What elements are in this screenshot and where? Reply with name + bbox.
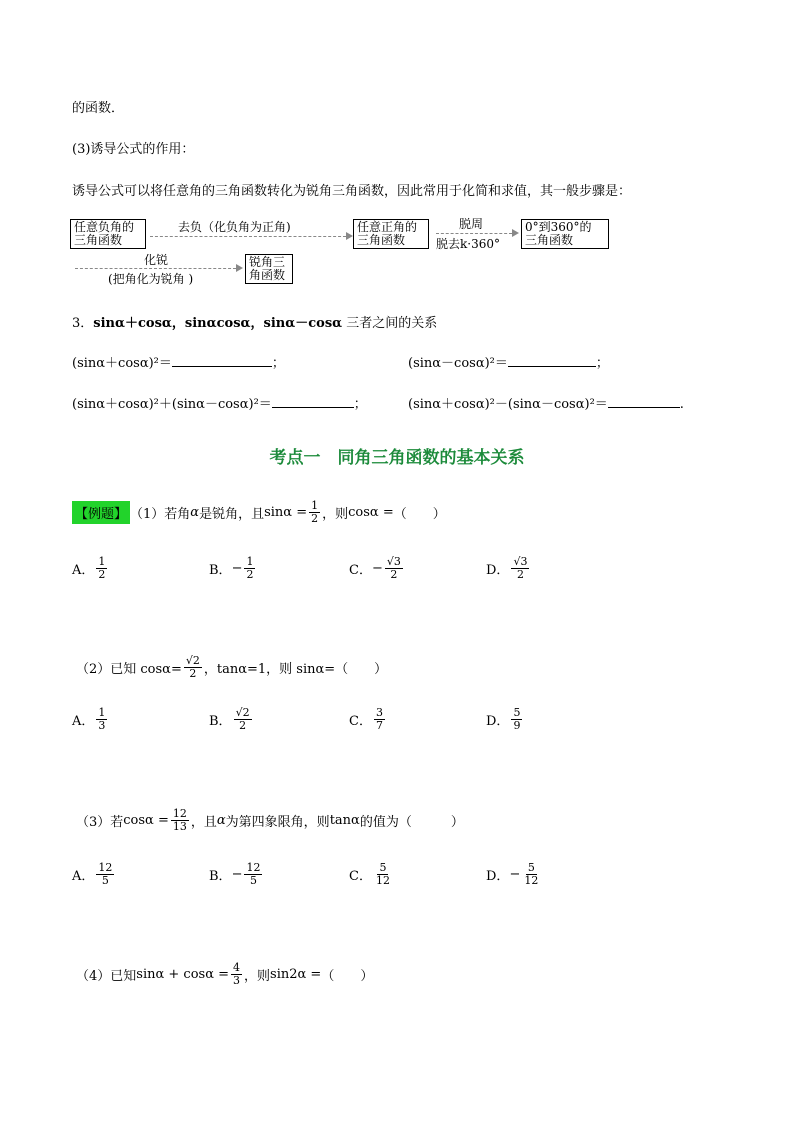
q3-mid2: 为第四象限角，则 — [225, 815, 330, 830]
equation-3-end: ； — [353, 397, 367, 412]
question-2 — [76, 655, 387, 680]
option-numerator: √2 — [235, 706, 250, 719]
flow-box-4 — [245, 254, 293, 284]
flow-arrow-3-bottom: (把角化为锐角 ) — [108, 272, 194, 286]
q4-expr: sinα + cosα = — [136, 967, 230, 982]
equation-1-expr: (sinα＋cosα)²＝ — [72, 356, 172, 371]
question-1 — [72, 500, 446, 525]
option-sign: − — [231, 867, 243, 882]
q4-mid: ，则 — [244, 969, 271, 984]
q2-option-c[interactable] — [349, 707, 387, 732]
option-fraction — [96, 707, 107, 732]
equation-4-end: . — [679, 397, 684, 412]
option-sign: − — [231, 561, 243, 576]
q4-frac-den: 3 — [233, 974, 241, 987]
q2-frac-num: √2 — [185, 654, 200, 667]
q3-option-a[interactable] — [72, 862, 116, 887]
equation-1-end: ； — [271, 356, 285, 371]
option-label: C． — [349, 563, 372, 578]
q2-option-b[interactable] — [209, 707, 254, 732]
q1-alpha: α — [190, 505, 200, 520]
option-label: A． — [72, 563, 95, 578]
q1-cos: cosα = — [348, 505, 394, 520]
option-label: B． — [209, 714, 232, 729]
q2-fraction — [184, 655, 202, 680]
option-label: C． — [349, 869, 372, 884]
option-fraction — [244, 556, 255, 581]
q3-option-c[interactable] — [349, 862, 394, 887]
equation-4 — [408, 393, 684, 412]
flow-box-2-line-1: 任意正角的 — [357, 220, 418, 234]
flow-arrow-2-bottom: 脱去k·360° — [436, 237, 500, 251]
q2-option-d[interactable] — [486, 707, 524, 732]
option-sign: − — [371, 561, 383, 576]
q3-fraction — [171, 808, 189, 833]
option-numerator: 3 — [375, 706, 383, 719]
option-denominator: 5 — [101, 874, 109, 887]
option-numerator: √3 — [386, 555, 401, 568]
equation-1-blank[interactable] — [172, 354, 272, 367]
flow-box-3 — [521, 219, 609, 249]
option-fraction — [511, 707, 522, 732]
q4-answer-paren: （ ） — [321, 969, 374, 984]
q2-prefix: （2）已知 cosα= — [76, 662, 182, 677]
flow-arrow-2-head — [512, 229, 519, 237]
q2-mid: ，tanα=1，则 sinα=（ ） — [203, 662, 388, 677]
option-label: B． — [209, 563, 232, 578]
flow-arrow-2 — [436, 233, 512, 234]
question-3 — [76, 808, 464, 833]
q4-frac-num: 4 — [233, 961, 241, 974]
option-denominator: 3 — [98, 719, 106, 732]
option-fraction — [244, 862, 262, 887]
option-label: D． — [486, 563, 510, 578]
option-numerator: 5 — [527, 861, 535, 874]
q1-prefix: （1）若角 — [130, 507, 191, 522]
flow-box-1-line-1: 任意负角的 — [74, 220, 135, 234]
equation-4-blank[interactable] — [608, 395, 680, 408]
q3-option-d[interactable] — [486, 862, 542, 887]
flow-arrow-1-label: 去负（化负角为正角) — [178, 220, 291, 234]
flow-arrow-1-head — [346, 232, 353, 240]
flow-box-2 — [353, 219, 429, 249]
q1-mid: 是锐角，且 — [199, 507, 265, 522]
q3-end: 的值为（ ） — [359, 815, 464, 830]
section-title: 考点一 同角三角函数的基本关系 — [269, 448, 525, 468]
flow-box-1 — [70, 219, 146, 249]
q3-frac-den: 13 — [172, 820, 187, 833]
option-fraction — [385, 556, 403, 581]
section-3-expressions: sinα＋cosα，sinαcosα，sinα－cosα — [93, 316, 343, 331]
q1-frac-num: 1 — [311, 499, 319, 512]
flow-box-3-line-1: 0°到360°的 — [525, 220, 592, 234]
option-label: A． — [72, 714, 95, 729]
equation-3 — [72, 393, 367, 412]
option-label: B． — [209, 869, 232, 884]
equation-3-blank[interactable] — [272, 395, 354, 408]
option-numerator: 5 — [513, 706, 521, 719]
flow-box-4-line-2: 角函数 — [249, 268, 286, 282]
option-denominator: 2 — [98, 568, 106, 581]
q3-cos: cosα = — [123, 813, 169, 828]
flow-box-3-line-2: 三角函数 — [525, 233, 574, 247]
option-denominator: 7 — [375, 719, 383, 732]
equation-2 — [408, 352, 609, 371]
q1-frac-den: 2 — [311, 512, 319, 525]
option-numerator: 5 — [379, 861, 387, 874]
option-numerator: 1 — [98, 555, 106, 568]
section-3-heading — [72, 312, 437, 331]
equation-2-end: ； — [595, 356, 609, 371]
option-numerator: √3 — [513, 555, 528, 568]
q3-frac-num: 12 — [172, 807, 187, 820]
q1-option-b[interactable] — [209, 556, 257, 581]
q3-tan: tanα — [329, 813, 360, 828]
text-line-1: 的函数． — [72, 101, 125, 116]
option-fraction — [96, 556, 107, 581]
q3-option-b[interactable] — [209, 862, 264, 887]
option-numerator: 12 — [246, 861, 261, 874]
q1-answer-paren: （ ） — [393, 507, 446, 522]
q1-sin: sinα = — [264, 505, 308, 520]
flow-arrow-3 — [75, 268, 236, 269]
flow-box-2-line-2: 三角函数 — [357, 233, 406, 247]
option-label: D． — [486, 714, 510, 729]
text-line-2: (3)诱导公式的作用： — [72, 142, 195, 157]
option-denominator: 2 — [516, 568, 524, 581]
option-denominator: 9 — [513, 719, 521, 732]
flow-arrow-3-head — [236, 264, 243, 272]
equation-4-expr: (sinα＋cosα)²－(sinα－cosα)²＝ — [408, 397, 608, 412]
q1-ask: ，则 — [322, 507, 349, 522]
option-numerator: 12 — [98, 861, 113, 874]
q2-option-a[interactable] — [72, 707, 109, 732]
option-denominator: 2 — [390, 568, 398, 581]
q1-fraction — [309, 500, 320, 525]
option-numerator: 1 — [246, 555, 254, 568]
flow-arrow-1 — [150, 236, 346, 237]
equation-3-expr: (sinα＋cosα)²＋(sinα－cosα)²＝ — [72, 397, 272, 412]
q3-alpha: α — [216, 813, 226, 828]
flow-arrow-3-top: 化锐 — [144, 253, 169, 267]
option-label: C． — [349, 714, 372, 729]
q4-expr2: sin2α = — [270, 967, 322, 982]
q4-fraction — [231, 962, 242, 987]
q3-mid: ，且 — [190, 815, 217, 830]
option-denominator: 12 — [375, 874, 390, 887]
option-denominator: 5 — [249, 874, 257, 887]
flow-box-1-line-2: 三角函数 — [74, 233, 123, 247]
q1-option-d[interactable] — [486, 556, 531, 581]
q4-prefix: （4）已知 — [76, 969, 137, 984]
option-label: A． — [72, 869, 95, 884]
flow-box-4-line-1: 锐角三 — [249, 255, 286, 269]
q1-option-c[interactable] — [349, 556, 405, 581]
section-3-heading-rest: 三者之间的关系 — [342, 316, 438, 331]
option-numerator: 1 — [98, 706, 106, 719]
equation-2-blank[interactable] — [508, 354, 596, 367]
option-fraction — [96, 862, 114, 887]
q2-frac-den: 2 — [189, 667, 197, 680]
q3-prefix: （3）若 — [76, 815, 124, 830]
option-fraction — [522, 862, 540, 887]
section-3-number: 3． — [72, 316, 94, 331]
option-fraction — [234, 707, 252, 732]
option-denominator: 12 — [524, 874, 539, 887]
q1-option-a[interactable] — [72, 556, 109, 581]
option-fraction — [374, 707, 385, 732]
option-label: D． — [486, 869, 510, 884]
equation-2-expr: (sinα－cosα)²＝ — [408, 356, 508, 371]
question-4 — [76, 962, 373, 987]
option-fraction — [374, 862, 392, 887]
text-line-3: 诱导公式可以将任意角的三角函数转化为锐角三角函数，因此常用于化简和求值，其一般步骤是： — [72, 184, 632, 199]
example-tag: 【例题】 — [72, 501, 130, 524]
option-denominator: 2 — [239, 719, 247, 732]
flow-arrow-2-top: 脱周 — [459, 217, 484, 231]
option-fraction — [511, 556, 529, 581]
equation-1 — [72, 352, 285, 371]
option-sign: − — [509, 867, 521, 882]
option-denominator: 2 — [246, 568, 254, 581]
